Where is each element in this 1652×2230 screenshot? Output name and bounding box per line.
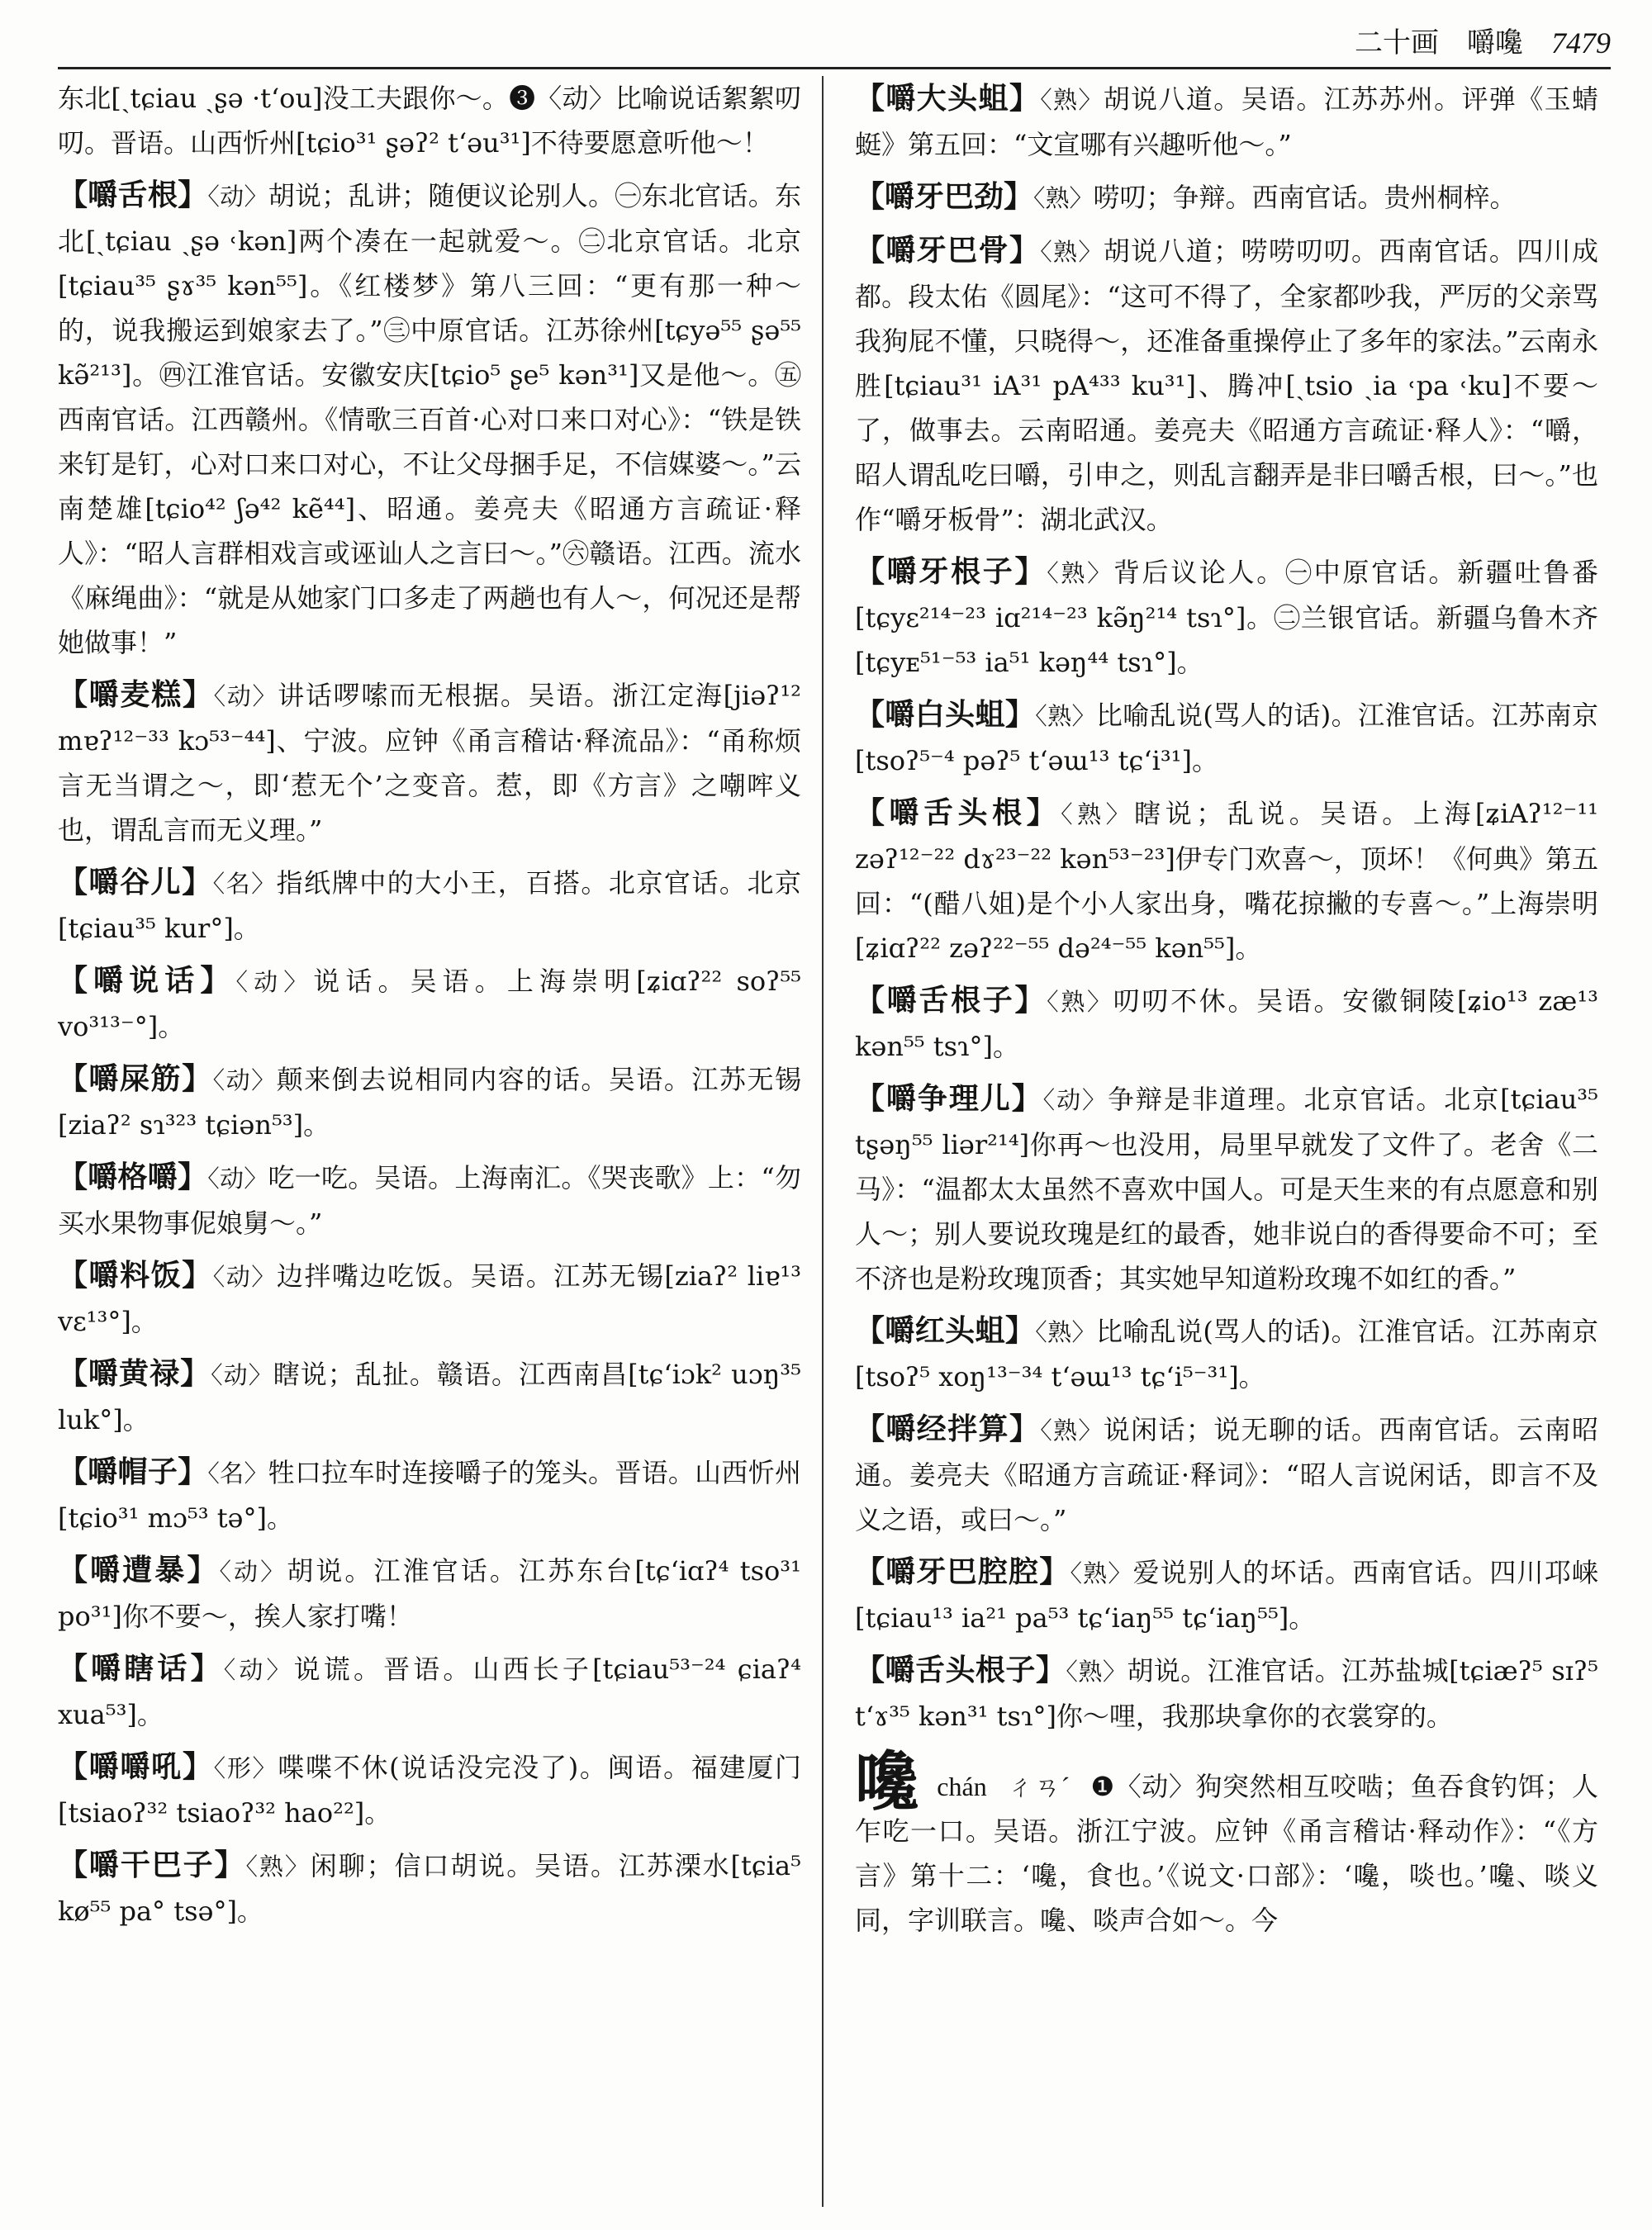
headword: 【嚼舌头根子】 [855,1653,1066,1687]
part-of-speech: 〈动〉 [223,1656,294,1684]
part-of-speech: 〈动〉 [212,1263,277,1291]
head-character: 嚵 [855,1744,920,1820]
header-chars: 嚼嚵 [1467,26,1523,59]
entry-body: 闲聊；信口胡说。吴语。江苏溧水[tɕia⁵ kø⁵⁵ pa° tsə°]。 [58,1850,801,1927]
dictionary-entry [855,692,1598,783]
dictionary-entry [58,1351,801,1442]
part-of-speech: 〈熟〉 [1047,559,1113,587]
entry-body: 唠叨；争辩。西南官话。贵州桐梓。 [1093,182,1517,213]
headword: 【嚼格嚼】 [58,1160,208,1194]
dictionary-entry [58,1548,801,1639]
part-of-speech: 〈动〉 [219,1558,287,1586]
dictionary-entry [58,1646,801,1737]
page-number: 7479 [1551,26,1611,59]
headword: 【嚼争理儿】 [855,1081,1043,1116]
entry-body: 背后议论人。㊀中原官话。新疆吐鲁番[tɕyɛ²¹⁴⁻²³ iɑ²¹⁴⁻²³ kə̃ŋ²¹⁴ tsɿ°]。㊁兰银官话。新疆乌鲁木齐[tɕyᴇ⁵¹⁻⁵³ ia⁵¹ kəŋ⁴⁴ tsɿ°]。 [855,557,1598,678]
headword: 【嚼说话】 [58,963,236,998]
left-column [58,76,801,2223]
entry-body: 胡说八道。吴语。江苏苏州。评弹《玉蜻蜓》第五回：“文宣哪有兴趣听他～。” [855,83,1598,160]
dictionary-entry [855,549,1598,685]
page-header [58,15,1611,69]
dictionary-entry [58,1744,801,1835]
part-of-speech: 〈熟〉 [1070,1559,1133,1587]
entry-body: 讲话啰嗦而无根据。吴语。浙江定海[jiəʔ¹² mɐʔ¹²⁻³³ kɔ⁵³⁻⁴⁴]、宁波。应钟《甬言稽诂·释流品》：“甬称烦言无当谓之～，即‘惹无个’之变音。惹，即《方言》之嘲哰义也，谓乱言而无义理。” [58,680,801,846]
dictionary-entry [58,173,801,665]
dictionary-entry [58,672,801,852]
section-label: 二十画 [1355,26,1439,59]
headword: 【嚼经拌算】 [855,1412,1041,1446]
entry-body: 胡说八道；唠唠叨叨。西南官话。四川成都。段太佑《圆尾》：“这可不得了，全家都吵我，严厉的父亲骂我狗屁不懂，只晓得～，还准备重操停止了多年的家法。”云南永胜[tɕiau³¹ iA³¹ pA⁴³³ ku³¹]、腾冲[ˏtsio ˏia ˓pa ˓ku]不要～了，做事去。云南昭通。姜亮夫《昭通方言疏证·释人》：“嚼，昭人谓乱吃曰嚼，引申之，则乱言翻弄是非曰嚼舌根，曰～。”也作“嚼牙板骨”：湖北武汉。 [855,235,1598,535]
dictionary-entry [855,228,1598,542]
headword: 【嚼舌头根】 [855,795,1061,830]
dictionary-entry [58,1253,801,1344]
headword: 【嚼牙巴腔腔】 [855,1554,1070,1589]
dictionary-entry [855,1648,1598,1739]
headword: 【嚼瞎话】 [58,1651,224,1686]
entry-body: 吃一吃。吴语。上海南汇。《哭丧歌》上：“勿买水果物事伲娘舅～。” [58,1162,801,1239]
dictionary-entry [855,1407,1598,1542]
part-of-speech: 〈动〉 [211,1361,273,1389]
part-of-speech: 〈熟〉 [1033,184,1094,212]
headword: 【嚼料饭】 [58,1258,213,1293]
part-of-speech: 〈熟〉 [1040,86,1104,114]
headword: 【嚼舌根子】 [855,983,1047,1018]
entry-body: 喋喋不休(说话没完没了)。闽语。福建厦门[tsiaoʔ³² tsiaoʔ³² hao²²]。 [58,1752,801,1829]
headword: 【嚼牙巴骨】 [855,233,1041,268]
entry-body: 边拌嘴边吃饭。吴语。江苏无锡[ziaʔ² liɐ¹³ vɛ¹³°]。 [58,1260,801,1337]
dictionary-entry [58,1155,801,1245]
headword: 【嚼舌根】 [58,178,208,212]
dictionary-entry [58,1056,801,1147]
entry-body: 瞎说；乱说。吴语。上海[ʑiAʔ¹²⁻¹¹ zəʔ¹²⁻²² dɤ²³⁻²² kən⁵³⁻²³]伊专门欢喜～，顶坏！《何典》第五回：“(醋八姐)是个小人家出身，嘴花掠撇的专喜～。”上海崇明[ʑiɑʔ²² zəʔ²²⁻⁵⁵ də²⁴⁻⁵⁵ kən⁵⁵]。 [855,798,1598,964]
entry-body: 瞎说；乱扯。赣语。江西南昌[tɕʻiɔk² uɔŋ³⁵ luk°]。 [58,1359,801,1435]
entry-body: 说闲话；说无聊的话。西南官话。云南昭通。姜亮夫《昭通方言疏证·释词》：“昭人言说闲话，即言不及义之语，或曰～。” [855,1414,1598,1535]
dictionary-entry [855,790,1598,970]
part-of-speech: 〈熟〉 [245,1853,311,1881]
dictionary-entry [855,1308,1598,1399]
part-of-speech: 〈形〉 [213,1754,278,1782]
part-of-speech: 〈熟〉 [1035,1318,1096,1346]
dictionary-entry [855,174,1598,221]
entry-body: 胡说；乱讲；随便议论别人。㊀东北官话。东北[ˏtɕiau ˏʂə ˓kən]两个凑在一起就爱～。㊁北京官话。北京[tɕiau³⁵ ʂɤ³⁵ kən⁵⁵]。《红楼梦》第八三回：“更有那一种～的，说我搬运到娘家去了。”㊂中原官话。江苏徐州[tɕyə⁵⁵ ʂə⁵⁵ kə̃²¹³]。㊃江淮官话。安徽安庆[tɕio⁵ ʂe⁵ kən³¹]又是他～。㊄西南官话。江西赣州。《情歌三百首·心对口来口对心》：“铁是铁来钉是钉，心对口来口对心，不让父母捆手足，不信媒婆～。”云南楚雄[tɕio⁴² ʃə⁴² kẽ⁴⁴]、昭通。姜亮夫《昭通方言疏证·释人》：“昭人言群相戏言或诬讪人之言曰～。”㊅赣语。江西。流水《麻绳曲》：“就是从她家门口多走了两趟也有人～，何况还是帮她做事！” [58,180,801,658]
headword: 【嚼黄禄】 [58,1356,211,1391]
part-of-speech: 〈名〉 [207,1459,268,1487]
part-of-speech: 〈动〉 [212,1066,277,1094]
headword: 【嚼嚼吼】 [58,1749,214,1784]
headword: 【嚼红头蛆】 [855,1313,1036,1348]
entry-body: 爱说别人的坏话。西南官话。四川邛崃[tɕiau¹³ ia²¹ pa⁵³ tɕʻiaŋ⁵⁵ tɕʻiaŋ⁵⁵]。 [855,1557,1598,1634]
part-of-speech: 〈熟〉 [1040,1416,1104,1445]
entry-body: 说谎。晋语。山西长子[tɕiau⁵³⁻²⁴ ɕiaʔ⁴ xua⁵³]。 [58,1654,801,1730]
entry-body: 胡说。江淮官话。江苏盐城[tɕiæʔ⁵ sɪʔ⁵ tʻɤ³⁵ kən³¹ tsɿ°]你～哩，我那块拿你的衣裳穿的。 [855,1655,1598,1732]
part-of-speech: 〈动〉 [207,183,268,211]
entry-body: ❶〈动〉狗突然相互咬啮；鱼吞食钓饵；人乍吃一口。吴语。浙江宁波。应钟《甬言稽诂·释动作》：“《方言》第十二：‘嚵，食也。’《说文·口部》：‘嚵，啖也。’嚵、啖义同，字训联言。嚵、啖声合如～。今 [855,1771,1598,1936]
entry-body: 说话。吴语。上海崇明[ʑiɑʔ²² soʔ⁵⁵ vo³¹³⁻°]。 [58,966,801,1042]
entry-body: 颠来倒去说相同内容的话。吴语。江苏无锡[ziaʔ² sɿ³²³ tɕiən⁵³]。 [58,1064,801,1141]
entry-body: 胡说。江淮官话。江苏东台[tɕʻiɑʔ⁴ tso³¹ po³¹]你不要～，挨人家打嘴！ [58,1555,801,1632]
headword: 【嚼白头蛆】 [855,697,1036,732]
part-of-speech: 〈熟〉 [1035,702,1096,730]
entry-body: 指纸牌中的大小王，百搭。北京官话。北京[tɕiau³⁵ kur°]。 [58,867,801,944]
headword: 【嚼牙巴劲】 [855,179,1034,214]
dictionary-entry [855,1549,1598,1640]
zhuyin: ㄔㄢˊ [1007,1772,1070,1801]
dictionary-entry [855,76,1598,167]
headword: 【嚼遭暴】 [58,1553,220,1587]
part-of-speech: 〈动〉 [207,1165,268,1193]
part-of-speech: 〈熟〉 [1066,1658,1127,1686]
dictionary-entry [855,1076,1598,1301]
headword: 【嚼干巴子】 [58,1848,246,1882]
headword: 【嚼麦糕】 [58,677,214,712]
dictionary-entry [58,1450,801,1540]
dictionary-entry [58,958,801,1049]
headword: 【嚼谷儿】 [58,865,213,899]
entry-body: 比喻乱说(骂人的话)。江淮官话。江苏南京[tsoʔ⁵⁻⁴ pəʔ⁵ tʻəɯ¹³ tɕʻi³¹]。 [855,700,1598,776]
entry-body: 争辩是非道理。北京官话。北京[tɕiau³⁵ tʂəŋ⁵⁵ liər²¹⁴]你再～也没用，局里早就发了文件了。老舍《二马》：“温都太太虽然不喜欢中国人。可是天生来的有点愿意和别人～；别人要说玫瑰是红的最香，她非说白的香得要命不可；至不济也是粉玫瑰顶香；其实她早知道粉玫瑰不如红的香。” [855,1084,1598,1294]
dictionary-entry [58,860,801,951]
main-character-entry [855,1744,1598,1943]
entry-body: 牲口拉车时连接嚼子的笼头。晋语。山西忻州[tɕio³¹ mɔ⁵³ tə°]。 [58,1457,801,1534]
part-of-speech: 〈名〉 [212,870,277,898]
dictionary-entry [58,1843,801,1933]
part-of-speech: 〈熟〉 [1061,800,1135,828]
headword: 【嚼大头蛆】 [855,81,1041,116]
entry-body: 东北[ˏtɕiau ˏʂə ·tʻou]没工夫跟你～。❸〈动〉比喻说话絮絮叨叨。晋语。山西忻州[tɕio³¹ ʂəʔ² tʻəu³¹]不待要愿意听他～！ [58,83,801,159]
dictionary-entry [58,76,801,165]
part-of-speech: 〈动〉 [1042,1086,1108,1114]
part-of-speech: 〈熟〉 [1040,238,1104,266]
headword: 【嚼屎筋】 [58,1061,213,1096]
pinyin: chán [937,1772,987,1801]
headword: 【嚼帽子】 [58,1454,208,1489]
headword: 【嚼牙根子】 [855,554,1047,589]
part-of-speech: 〈动〉 [235,968,314,996]
right-column [855,76,1598,2223]
column-divider [822,76,824,2207]
part-of-speech: 〈熟〉 [1047,988,1113,1016]
dictionary-entry [855,978,1598,1069]
entry-body: 叨叨不休。吴语。安徽铜陵[ʑio¹³ zæ¹³ kən⁵⁵ tsɿ°]。 [855,985,1598,1062]
entry-body: 比喻乱说(骂人的话)。江淮官话。江苏南京[tsoʔ⁵ xoŋ¹³⁻³⁴ tʻəɯ¹³ tɕʻi⁵⁻³¹]。 [855,1316,1598,1393]
part-of-speech: 〈动〉 [213,682,278,710]
